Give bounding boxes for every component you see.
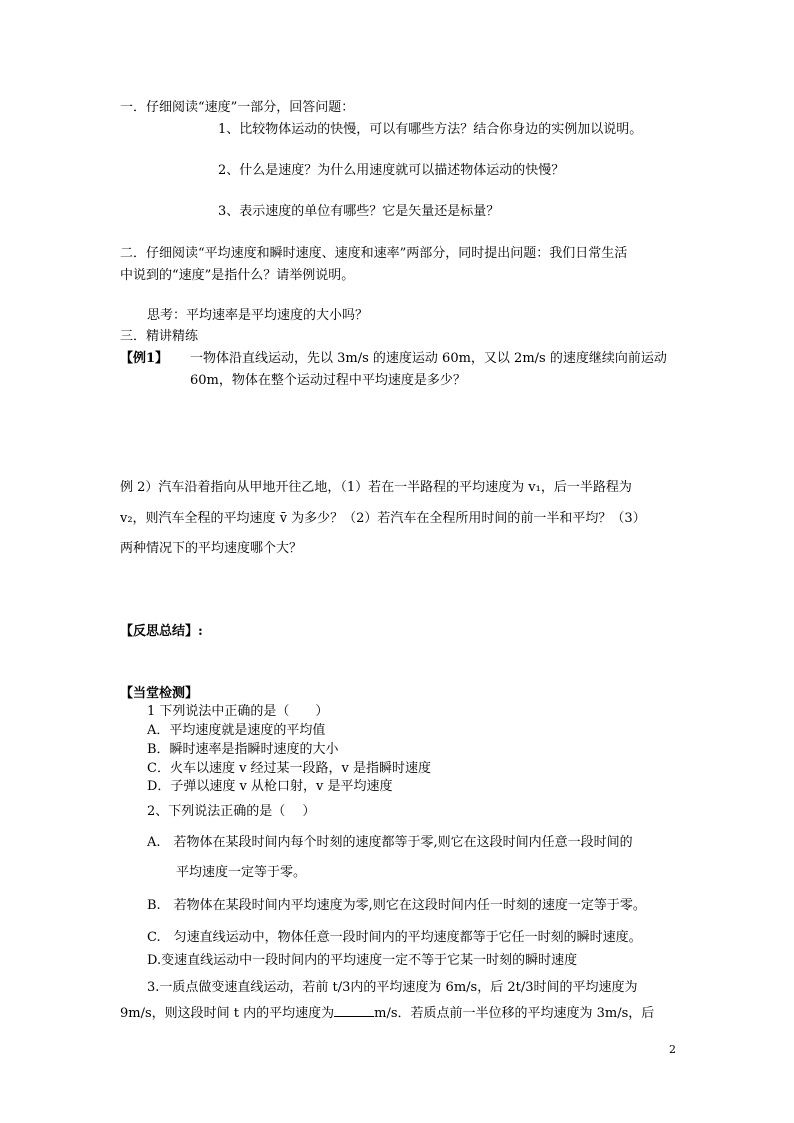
example2-line-2: v₂，则汽车全程的平均速度 v̄ 为多少？（2）若汽车在全程所用时间的前一半和平均？（3） bbox=[120, 511, 646, 526]
check-q3-line-2-part-b: m/s．若质点前一半位移的平均速度为 3m/s，后 bbox=[374, 1006, 655, 1021]
check-q2-option-d: D.变速直线运动中一段时间内的平均速度一定不等于它某一时刻的瞬时速度 bbox=[147, 953, 578, 968]
check-q1-option-d: D．子弹以速度 v 从枪口射，v 是平均速度 bbox=[147, 779, 393, 794]
example2-line-1: 例 2）汽车沿着指向从甲地开往乙地，（1）若在一半路程的平均速度为 v₁，后一半路程为 bbox=[120, 480, 632, 495]
check-q1-option-a: A．平均速度就是速度的平均值 bbox=[147, 723, 326, 738]
section1-question-2: 2、什么是速度？为什么用速度就可以描述物体运动的快慢？ bbox=[218, 163, 565, 178]
example1-line-2: 60m，物体在整个运动过程中平均速度是多少？ bbox=[190, 373, 466, 388]
answer-blank[interactable] bbox=[334, 1004, 374, 1017]
check-q2-option-b: B. 若物体在某段时间内平均速度为零,则它在这段时间内任一时刻的速度一定等于零。 bbox=[147, 898, 646, 913]
section2-line-1: 二．仔细阅读“平均速度和瞬时速度、速度和速率”两部分，同时提出问题：我们日常生活 bbox=[120, 246, 628, 261]
check-heading: 【当堂检测】 bbox=[120, 686, 199, 701]
example2-line-3: 两种情况下的平均速度哪个大？ bbox=[120, 541, 303, 556]
section2-line-2: 中说到的“速度”是指什么？请举例说明。 bbox=[120, 268, 355, 283]
check-q2-option-c: C. 匀速直线运动中，物体任意一段时间内的平均速度都等于它任一时刻的瞬时速度。 bbox=[147, 930, 642, 945]
example1-label: 【例1】 bbox=[120, 351, 169, 366]
check-q2-stem: 2、下列说法正确的是（ ） bbox=[147, 804, 316, 819]
section3-heading: 三．精讲精练 bbox=[120, 329, 199, 344]
check-q1-option-c: C．火车以速度 v 经过某一段路，v 是指瞬时速度 bbox=[147, 761, 432, 776]
reflection-heading: 【反思总结】: bbox=[120, 624, 203, 639]
check-q3-line-2-part-a: 9m/s，则这段时间 t 内的平均速度为 bbox=[120, 1006, 335, 1021]
section1-question-1: 1、比较物体运动的快慢，可以有哪些方法？结合你身边的实例加以说明。 bbox=[218, 122, 643, 137]
check-q3-line-1: 3.一质点做变速直线运动，若前 t/3内的平均速度为 6m/s，后 2t/3时间的平均速度为 bbox=[147, 980, 638, 995]
page-number: 2 bbox=[669, 1043, 676, 1056]
example1-line-1: 一物体沿直线运动，先以 3m/s 的速度运动 60m，又以 2m/s 的速度继续向前运动 bbox=[190, 351, 667, 366]
check-q2-option-a-line-2: 平均速度一定等于零。 bbox=[176, 865, 307, 880]
check-q2-option-a-line-1: A. 若物体在某段时间内每个时刻的速度都等于零,则它在这段时间内任意一段时间的 bbox=[147, 835, 633, 850]
check-q1-stem: 1 下列说法中正确的是（ ） bbox=[147, 704, 329, 719]
check-q3-line-2 bbox=[120, 1004, 654, 1023]
section2-think: 思考：平均速率是平均速度的大小吗？ bbox=[147, 308, 369, 323]
section1-heading: 一．仔细阅读“速度”一部分，回答问题： bbox=[120, 100, 355, 115]
section1-question-3: 3、表示速度的单位有哪些？它是矢量还是标量？ bbox=[218, 204, 500, 219]
check-q1-option-b: B．瞬时速率是指瞬时速度的大小 bbox=[147, 742, 339, 757]
